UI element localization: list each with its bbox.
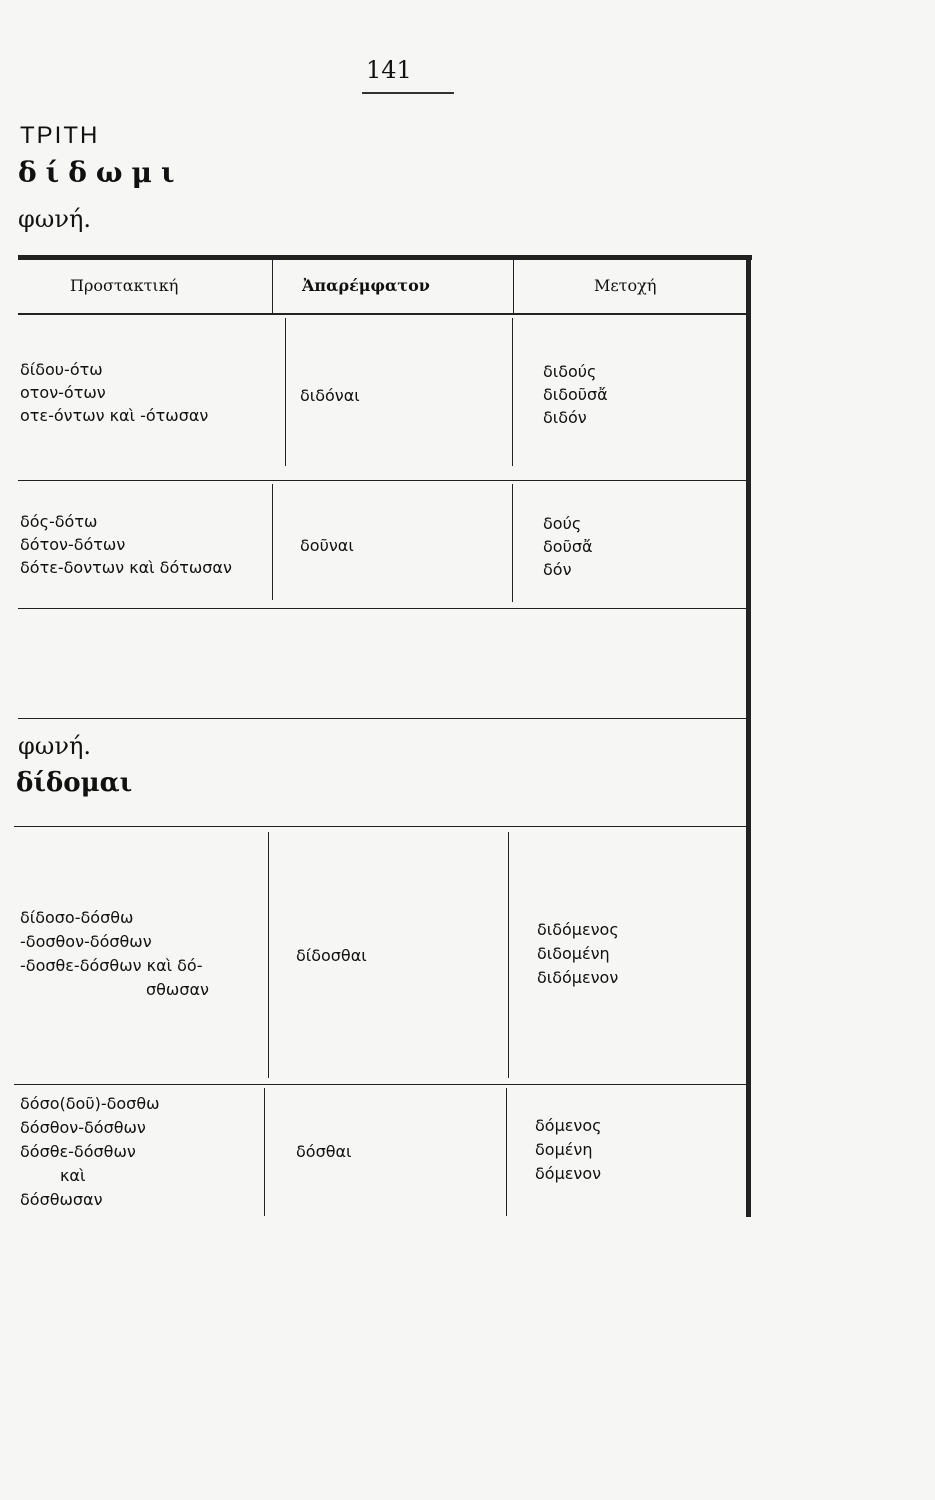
heading-foni-active: φωνή. (18, 205, 91, 233)
header-bottom-rule (18, 313, 748, 315)
participle-line: δόμενος (535, 1116, 602, 1135)
header-participle: Μετοχή (594, 276, 657, 295)
active-bottom-rule (18, 608, 746, 609)
participle-line: διδόν (543, 408, 587, 427)
imperative-line: σθωσαν (146, 980, 209, 999)
participle-line: δόν (543, 560, 572, 579)
imperative-line: δίδου-ότω (20, 360, 103, 379)
active-col-divider-1b (272, 484, 273, 600)
imperative-line: καὶ (60, 1166, 86, 1185)
participle-line: δούς (543, 514, 582, 533)
table-right-border (746, 255, 751, 1217)
heading-trith: ΤΡΙΤΗ (20, 122, 100, 149)
imperative-line: δός-δότω (20, 512, 98, 531)
heading-didomi: δίδωμι (18, 156, 184, 189)
header-imperative: Προστακτική (70, 276, 179, 295)
heading-didomai: δίδομαι (16, 768, 133, 798)
page-number-underline (362, 92, 454, 94)
middle-row1-imperative (20, 906, 209, 1002)
imperative-line: δόσθε-δόσθων (20, 1142, 136, 1161)
imperative-line: οτον-ότων (20, 383, 106, 402)
middle-col-divider-1a (268, 832, 269, 1078)
middle-row1-infinitive: δίδοσθαι (296, 946, 367, 965)
header-infinitive: Ἀπαρέμφατον (302, 276, 430, 295)
middle-row2-infinitive: δόσθαι (296, 1142, 352, 1161)
participle-line: διδομένη (537, 944, 610, 963)
imperative-line: δόσο(δοῦ)-δοσθω (20, 1094, 160, 1113)
active-row1-infinitive: διδόναι (300, 386, 360, 405)
header-col-divider-2 (513, 260, 514, 313)
active-col-divider-1a (285, 318, 286, 466)
active-row1-imperative (20, 358, 208, 427)
participle-line: διδοῦσἄ (543, 385, 608, 404)
participle-line: διδόμενος (537, 920, 619, 939)
participle-line: διδόμενον (537, 968, 619, 987)
participle-line: δοῦσἄ (543, 537, 593, 556)
middle-row1-participle (537, 918, 619, 990)
imperative-line: δόσθωσαν (20, 1190, 103, 1209)
middle-col-divider-2a (508, 832, 509, 1078)
participle-line: δομένη (535, 1140, 593, 1159)
active-row-separator (18, 480, 748, 481)
active-col-divider-2b (512, 484, 513, 602)
active-row2-infinitive: δοῦναι (300, 536, 354, 555)
imperative-line: -δοσθε-δόσθων καὶ δό- (20, 956, 203, 975)
heading-foni-middle: φωνή. (18, 732, 91, 760)
imperative-line: δόσθον-δόσθων (20, 1118, 146, 1137)
active-col-divider-2a (512, 318, 513, 466)
active-row2-participle (543, 512, 593, 581)
middle-col-divider-1b (264, 1088, 265, 1216)
imperative-line: δίδοσο-δόσθω (20, 908, 134, 927)
table-top-thick-rule (18, 255, 752, 260)
middle-row2-imperative (20, 1092, 160, 1212)
middle-col-divider-2b (506, 1088, 507, 1216)
active-row1-participle (543, 360, 608, 429)
header-col-divider-1 (272, 260, 273, 313)
section-divider-rule (18, 718, 746, 719)
middle-row2-participle (535, 1114, 602, 1186)
participle-line: δόμενον (535, 1164, 602, 1183)
imperative-line: δότε-δοντων καὶ δότωσαν (20, 558, 232, 577)
page-number: 141 (366, 56, 412, 84)
middle-top-rule (14, 826, 746, 827)
participle-line: διδούς (543, 362, 597, 381)
imperative-line: οτε-όντων καὶ -ότωσαν (20, 406, 209, 425)
middle-row-separator (14, 1084, 746, 1085)
imperative-line: δότον-δότων (20, 535, 126, 554)
imperative-line: -δοσθον-δόσθων (20, 932, 152, 951)
active-row2-imperative (20, 510, 232, 579)
